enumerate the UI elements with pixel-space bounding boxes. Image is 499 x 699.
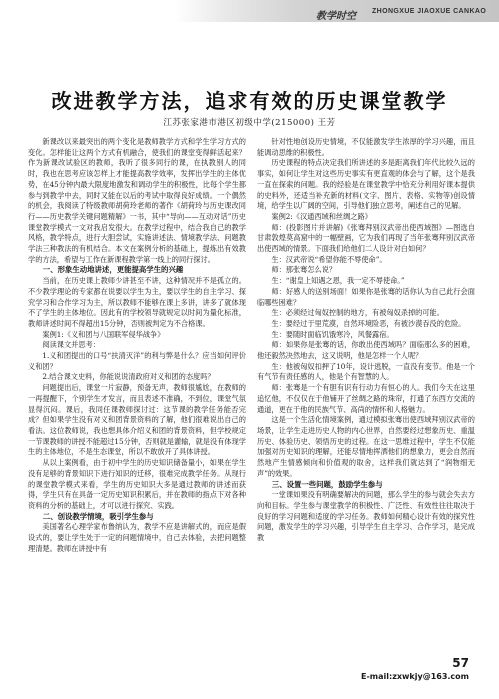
paragraph: 师：那张骞怎么说？ [271,265,337,275]
section-heading: 三、设置一些问题，鼓励学生参与 [271,479,383,489]
paragraph: 案例1:《义和团与八国联军侵华战争》 [42,329,165,339]
left-column [28,137,246,645]
paragraph: 美国著名心理学家布鲁纳认为，教学不应是讲解式的，而应是假设式的，要让学生处于一定的问题情境中，自己去体验，去把问题整理清楚。教师在讲授中有 [28,522,246,553]
paragraph: 师：好感人的送别场面！如果你是张骞的话你认为自己此行会面临哪些困难？ [257,286,475,307]
footer-email: E-mail:zxwkjy@163.com [361,672,469,681]
paragraph: 新课改以来最突出的两个变化是教师教学方式和学生学习方式的变化。怎样能让这两个方式有机融合，使我们的课堂变得鲜活起来？作为新课改试验区的教师，我听了很多同行的课，在执教别人的同时，我也在思考应该怎样上才能提高教学效率，发挥出学生的主体优势，在45分钟内最大限度地激发和调动学生的积极性，比每个学生都参与到教学中去，同时又能在以后的考试中取得良好成绩。一个偶然的机会，我阅读了特级教师胡荷玲老师的著作《胡荷玲与历史课改同行——历史教学关键问题精解》一书，其中“导向——互动对话”历史课堂教学模式一文对我启发很大。在教学过程中，结合我自己的教学风格，教学特点，进行大胆尝试，实施讲述法、情境教学法、问题教学法三种教法的有机结合。本文在案例分析的基础上，提炼出有效教学的方法，希望与工作在新课程教学第一线上的同行探讨。 [28,137,246,264]
paragraph: 从以上案例看，由于初中学生的历史知识储备量小，如果在学生没有足够的背景知识下进行知识的迁移，很难完成教学任务。从现行的课堂教学模式来看，学生的历史知识大多是通过教师的讲述而获得，学生只有在具备一定历史知识积累后，并在教师的指点下对各种资料的分析的基础上，才可以进行探究、实践。 [28,458,246,510]
paragraph: 问题提出后，课堂一片寂静，预备无声，教师很尴尬，在教师的一再提醒下，个别学生才发言，而且表述不准确，不到位，课堂气氛显得沉闷。课后，我同任课教师探讨过：这节课的教学任务能否完成？但如果学生没有对义和团背景资料的了解，他们很难说出自己的看法。这位教师说，我也想具体介绍义和团的背景资料，但学校规定一节课教师的讲授不能超过15分钟，否则就是灌输，就是没有体现学生的主体地位，不是生态课堂，所以不敢放开了具体讲授。 [28,383,246,457]
paragraph: 一堂课如果没有明确要解决的问题，那么学生的参与就会失去方向和目标。学生参与课堂教学的积极性、广泛性、有效性往往取决于良好的学习问题和适度的学习任务。教师如何精心设计有效的探究性问题，激发学生的学习兴趣，引导学生自主学习、合作学习，是完成教 [257,490,475,543]
journal-header-bar [0,0,499,22]
paragraph: 生：必须经过匈奴控制的地方，有被匈奴杀掉的可能。 [271,308,444,318]
paragraph: 师：(投影图片并讲解)《张骞拜别汉武帝出使西域图》—图选自甘肃敦煌莫高窟中的一幅壁画，它为我们再现了当年张骞拜别汉武帝出使西域的情景。下面我们给他们二人设计对白如何？ [257,222,475,254]
section-heading: 一、形象生动地讲述，更能提高学生的兴趣 [42,265,184,275]
paragraph: 生：他被匈奴扣押了10年，设计逃脱，一直没有变节。他是一个有气节有责任感的人，他是个有智慧的人。 [257,361,475,382]
paragraph: 1.义和团提出的口号“扶清灭洋”的利与弊是什么？应当如何评价义和团？ [28,351,246,371]
paragraph: 2.结合课文史料，你能说说清政府对义和团的态度吗？ [42,372,215,382]
paragraph: 这是一个生活化情境案例，通过模拟张骞出使西域拜别汉武帝的场景，让学生走进历史人物的内心世界，自然要经过想象历史、重温历史、体验历史、领悟历史的过程。在这一思维过程中，学生不仅能加强对历史知识的理解，还能尽情地挥洒他们的想象力，更会自然而然地产生情感倾向和价值观的取舍，这样我们就达到了“润物细无声”的效果。 [257,415,475,478]
paragraph: 案例2:《汉通西域和丝绸之路》 [271,211,372,221]
paragraph: 师：张骞是一个有胆有识有行动力有恒心的人。我们今天在这里追忆他，不仅仅在于他铺开了丝绸之路的珠帘，打通了东西方交流的通道，更在于他的民族气节、高尚的情怀和人格魅力。 [257,383,475,414]
journal-name-pinyin: ZHONGXUE JIAOXUE CANKAO [372,8,487,15]
page-number: 57 [452,656,469,670]
paragraph: 历史课程的特点决定我们所讲述的多是距离我们年代比较久远的事实，如何让学生对这些历史事实有更直观的体会与了解，这个是我一直在探索的问题。我的经验是在课堂教学中恰充分利用好课本提供的史料外，还适当补充新的材料(文字、图片、表格、实物等)创设情境，给学生以广阔的空间，引导他们独立思考，阐述自己的见解。 [257,158,475,211]
paragraph: 当前，在历史课上教师少讲甚至不讲，这种情况并不是孤立的。不少教学理论的专家都在说要以学生为主，要以学生的自主学习、探究学习和合作学习为主，所以教师不能够在课上多讲，讲多了就体现不了学生的主体地位。因此有的学校领导就规定以时间为量化标准，教师讲述时间不得超出15分钟，否则被判定为不合格课。 [28,276,246,328]
article-title: 改进教学方法，追求有效的历史课堂教学 [51,89,448,113]
paragraph: 生：汉武帝说“希望你能不辱使命”。 [271,254,387,264]
paragraph: 师：如果你是张骞的话，你敢出使西域吗？面临那么多的困难，他还毅然决然地去，这又说明，他是怎样一个人呢？ [257,340,475,361]
author-byline: 江苏张家港市港区初级中学(215000) 王芳 [163,118,336,128]
paragraph: 阅读课文并思考： [42,340,100,350]
right-column [257,137,475,645]
paragraph: 生：要经过于里荒漠，自然环境险恶，有被沙漠吞没的危险。 [271,318,466,328]
paragraph: 针对性地创设历史情境，不仅能激发学生浓厚的学习兴趣，而且能调动思维的积极性。 [257,137,475,157]
paragraph: 生：要随时面临饥饿寒冷，风餐露宿。 [271,329,394,339]
section-heading: 二、创设教学情境，吸引学生参与 [42,511,154,521]
paragraph: 生：“谢皇上知遇之恩，我一定不辱使命。” [271,276,405,286]
section-label: 教学时空 [316,11,356,22]
